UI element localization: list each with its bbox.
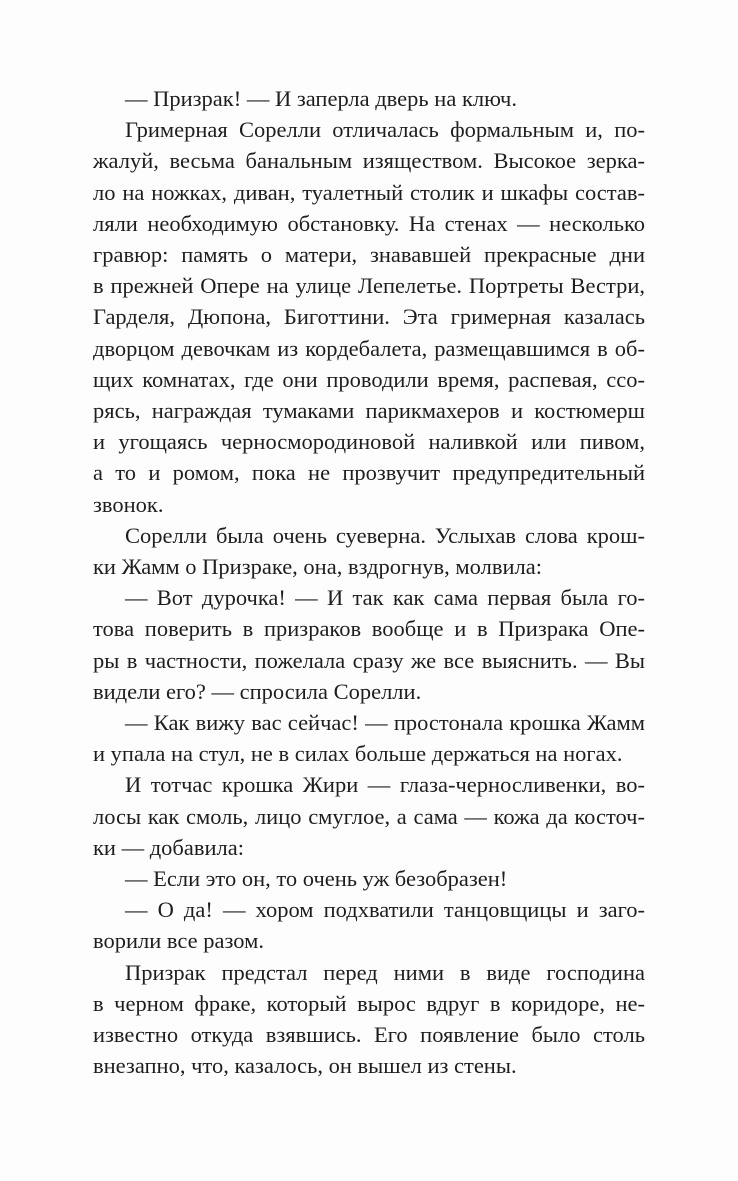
text-line: а то и ромом, пока не прозвучит предупредительный (93, 460, 645, 486)
paragraph (93, 769, 645, 863)
text-line: ки Жамм о Призраке, она, вздрогнув, молвила: (93, 554, 542, 580)
text-line: — Вот дурочка! — И так как сама первая была го- (125, 585, 645, 611)
text-line: в черном фраке, который вырос вдруг в коридоре, не- (93, 990, 645, 1016)
text-line: и упала на стул, не в силах больше держаться на ногах. (93, 741, 623, 767)
text-line: известно откуда взявшись. Его появление было столь (93, 1022, 645, 1048)
paragraph (93, 83, 645, 114)
text-line: жалуй, весьма банальным изяществом. Высокое зерка- (93, 148, 645, 174)
text-line: ляли необходимую обстановку. На стенах — несколько (93, 210, 645, 236)
text-line: това поверить в призраков вообще и в Призрака Опе- (93, 616, 645, 642)
text-line: ворили все разом. (93, 928, 264, 954)
paragraph (93, 957, 645, 1082)
page-body-text (93, 83, 645, 1082)
text-line: внезапно, что, казалось, он вышел из стены. (93, 1053, 517, 1079)
text-line: — Призрак! — И заперла дверь на ключ. (125, 86, 518, 111)
text-line: Гарделя, Дюпона, Биготтини. Эта гримерная казалась (93, 304, 645, 330)
text-line: дворцом девочкам из кордебалета, размещавшимся в об- (93, 335, 645, 361)
text-line: И тотчас крошка Жири — глаза-черносливенки, во- (125, 772, 645, 798)
text-line: звонок. (93, 491, 164, 517)
text-line: и угощаясь черносмородиновой наливкой или пивом, (93, 429, 645, 455)
text-line: ки — добавила: (93, 834, 244, 860)
text-line: — Если это он, то очень уж безобразен! (125, 866, 508, 892)
paragraph (93, 863, 645, 894)
text-line: — Как вижу вас сейчас! — простонала крошка Жамм (125, 710, 645, 736)
text-line: ло на ножках, диван, туалетный столик и шкафы состав- (93, 179, 645, 205)
text-line: — О да! — хором подхватили танцовщицы и заго- (125, 897, 645, 923)
paragraph (93, 520, 645, 582)
text-line: Призрак предстал перед ними в виде господина (125, 959, 645, 985)
text-line: лосы как смоль, лицо смуглое, а сама — кожа да косточ- (93, 803, 645, 829)
paragraph (93, 707, 645, 769)
text-line: Гримерная Сорелли отличалась формальным и, по- (125, 117, 645, 143)
text-line: видели его? — спросила Сорелли. (93, 678, 422, 704)
paragraph (93, 894, 645, 956)
text-line: гравюр: память о матери, знававшей прекрасные дни (93, 242, 645, 268)
text-line: в прежней Опере на улице Лепелетье. Портреты Вестри, (93, 273, 645, 299)
paragraph (93, 114, 645, 520)
paragraph (93, 582, 645, 707)
text-line: рясь, награждая тумаками парикмахеров и костюмерш (93, 398, 645, 424)
text-line: Сорелли была очень суеверна. Услыхав слова крош- (125, 522, 645, 548)
text-line: ры в частности, пожелала сразу же все выяснить. — Вы (93, 647, 645, 673)
text-line: щих комнатах, где они проводили время, распевая, ссо- (93, 366, 645, 392)
